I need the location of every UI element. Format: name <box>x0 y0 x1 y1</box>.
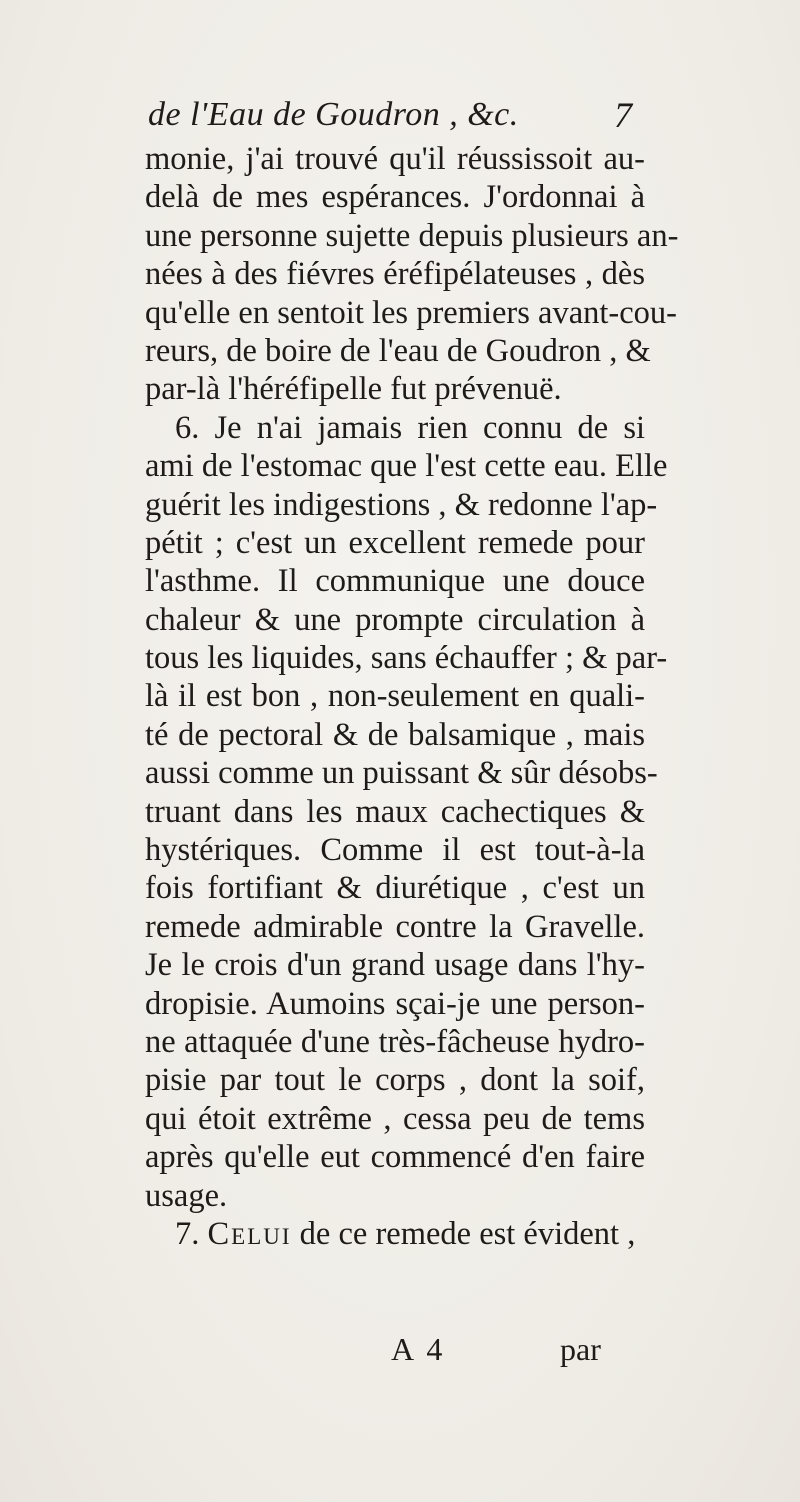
text-line: qui étoit extrême , cessa peu de tems <box>145 1100 645 1137</box>
text-line-section-7 <box>145 1215 645 1253</box>
text-line: hystériques. Comme il est tout-à-la <box>145 832 645 869</box>
catchword: par <box>560 1331 601 1367</box>
small-caps-word: Celui <box>207 1215 292 1252</box>
text-line: usage. <box>145 1177 228 1214</box>
signature-mark: A 4 <box>391 1331 443 1367</box>
text-line: fois fortifiant & diurétique , c'est un <box>145 870 645 907</box>
text-line: delà de mes espérances. J'ordonnai à <box>145 179 645 216</box>
text-line: reurs, de boire de l'eau de Goudron , & <box>145 332 651 369</box>
text-line: té de pectoral & de balsamique , mais <box>145 716 645 753</box>
text-line: ne attaquée d'une très-fâcheuse hydro- <box>145 1023 645 1060</box>
section-number: 7. <box>175 1215 200 1252</box>
text-line: une personne sujette depuis plusieurs an- <box>145 217 679 254</box>
text-line: après qu'elle eut commencé d'en faire <box>145 1139 645 1176</box>
text-line: pisie par tout le corps , dont la soif, <box>145 1062 645 1099</box>
text-line: là il est bon , non-seulement en quali- <box>145 678 645 715</box>
text-line: dropisie. Aumoins sçai-je une person- <box>145 985 645 1022</box>
text-line: monie, j'ai trouvé qu'il réussissoit au- <box>145 141 645 177</box>
text-line: Je le crois d'un grand usage dans l'hy- <box>145 947 645 984</box>
text-line: par-là l'héréfipelle fut prévenuë. <box>145 371 562 408</box>
text-line: chaleur & une prompte circulation à <box>145 601 645 638</box>
body-text <box>145 140 679 1253</box>
text-line: guérit les indigestions , & redonne l'ap- <box>145 486 658 523</box>
text-line: l'asthme. Il communique une douce <box>145 563 645 600</box>
line-rest: de ce remede est évident , <box>291 1215 636 1252</box>
text-line: qu'elle en sentoit les premiers avant-cou- <box>145 294 677 331</box>
text-line: aussi comme un puissant & sûr désobs- <box>145 755 658 792</box>
page-number: 7 <box>614 95 632 135</box>
page-footer <box>148 1331 648 1371</box>
text-line: pétit ; c'est un excellent remede pour <box>145 524 645 561</box>
text-line: nées à des fiévres éréfipélateuses , dès <box>145 256 645 293</box>
running-title: de l'Eau de Goudron , &c. <box>148 96 519 133</box>
text-line: tous les liquides, sans échauffer ; & par- <box>145 640 668 677</box>
text-line: truant dans les maux cachectiques & <box>145 793 645 830</box>
page-header <box>148 96 648 136</box>
text-line: ami de l'estomac que l'est cette eau. Elle <box>145 448 668 485</box>
text-line: 6. Je n'ai jamais rien connu de si <box>175 409 645 446</box>
text-line: remede admirable contre la Gravelle. <box>145 908 645 945</box>
